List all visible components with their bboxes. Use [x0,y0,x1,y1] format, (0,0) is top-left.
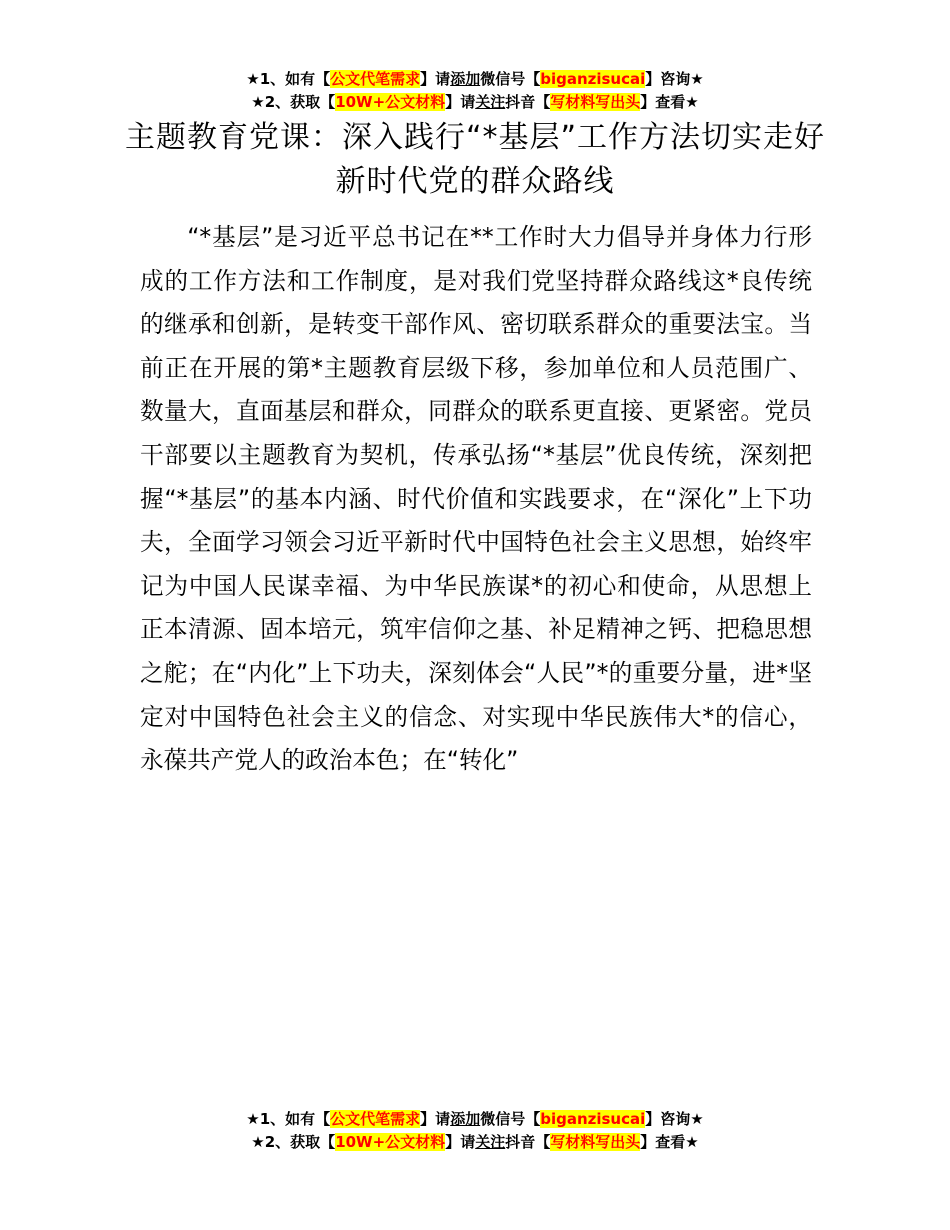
promo-line-1: ★1、如有【公文代笔需求】请添加微信号【biganzisucai】咨询★ [246,70,704,88]
promo-banner-top [0,68,950,114]
document-body-paragraph: “*基层”是习近平总书记在**工作时大力倡导并身体力行形成的工作方法和工作制度，是对我们党坚持群众路线这*良传统的继承和创新，是转变干部作风、密切联系群众的重要法宝。当前正在开展的第*主题教育层级下移，参加单位和人员范围广、数量大，直面基层和群众，同群众的联系更直接、更紧密。党员干部要以主题教育为契机，传承弘扬“*基层”优良传统，深刻把握“*基层”的基本内涵、时代价值和实践要求，在“深化”上下功夫，全面学习领会习近平新时代中国特色社会主义思想，始终牢记为中国人民谋幸福、为中华民族谋*的初心和使命，从思想上正本清源、固本培元，筑牢信仰之基、补足精神之钙、把稳思想之舵；在“内化”上下功夫，深刻体会“人民”*的重要分量，进*坚定对中国特色社会主义的信念、对实现中华民族伟大*的信心，永葆共产党人的政治本色；在“转化” [140,223,812,775]
promo-line-2: ★2、获取【10W+公文材料】请关注抖音【写材料写出头】查看★ [251,93,699,111]
promo-highlight-service: 公文代笔需求 [330,70,421,88]
document-title: 主题教育党课：深入践行“*基层”工作方法切实走好新时代党的群众路线 [124,120,826,199]
promo-highlight-materials: 10W+公文材料 [335,93,446,111]
promo-banner-bottom [0,1108,950,1154]
promo-highlight-materials: 10W+公文材料 [335,1133,446,1151]
promo-highlight-douyin: 写材料写出头 [550,93,641,111]
promo-highlight-wechat-id: biganzisucai [540,70,646,88]
promo-highlight-wechat-id: biganzisucai [540,1110,646,1128]
promo-highlight-douyin: 写材料写出头 [550,1133,641,1151]
promo-line-2: ★2、获取【10W+公文材料】请关注抖音【写材料写出头】查看★ [251,1133,699,1151]
promo-line-1: ★1、如有【公文代笔需求】请添加微信号【biganzisucai】咨询★ [246,1110,704,1128]
promo-highlight-service: 公文代笔需求 [330,1110,421,1128]
